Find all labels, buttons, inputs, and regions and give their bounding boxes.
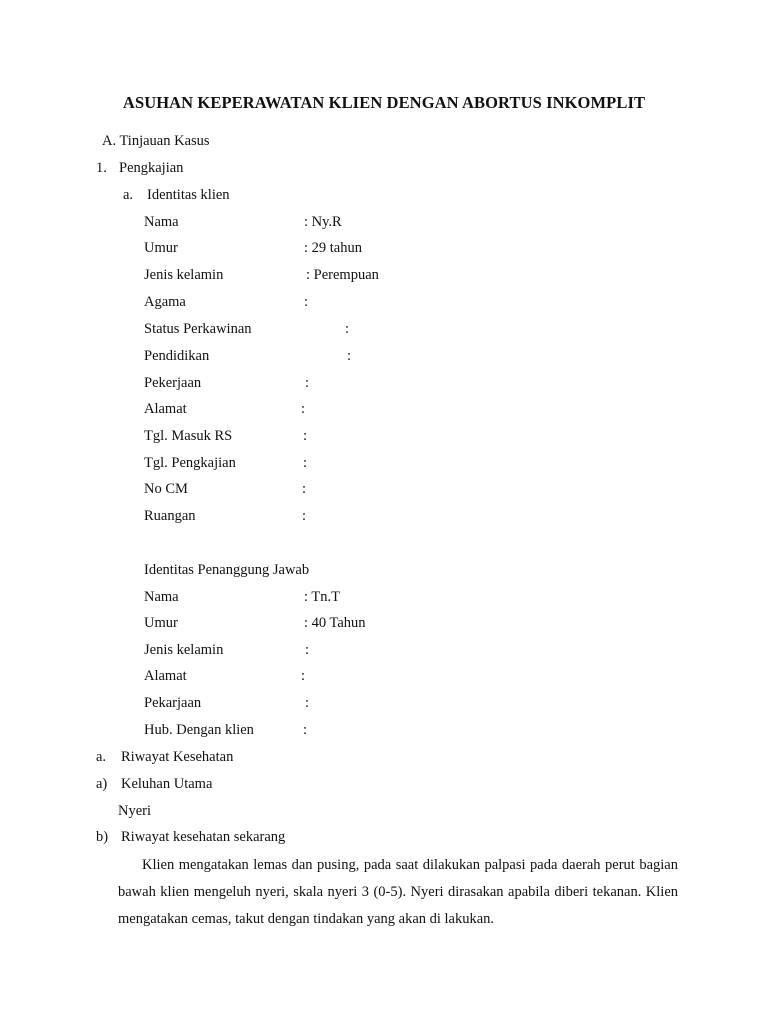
- heading-riwayat-kesehatan-sekarang: Riwayat kesehatan sekarang: [121, 829, 286, 845]
- guardian-label-nama: Nama: [144, 589, 179, 605]
- field-label-pendidikan: Pendidikan: [144, 348, 210, 364]
- field-value-pekerjaan: :: [305, 375, 310, 391]
- document-title: ASUHAN KEPERAWATAN KLIEN DENGAN ABORTUS INKOMPLIT: [122, 93, 646, 112]
- heading-identitas-klien: Identitas klien: [147, 187, 230, 203]
- field-label-ruangan: Ruangan: [144, 508, 196, 524]
- field-label-tgl-masuk-rs: Tgl. Masuk RS: [144, 428, 233, 444]
- field-value-status-perkawinan: :: [345, 321, 350, 337]
- field-label-jenis-kelamin: Jenis kelamin: [144, 267, 224, 283]
- guardian-label-alamat: Alamat: [144, 668, 187, 684]
- field-value-jenis-kelamin: : Perempuan: [306, 267, 379, 283]
- list-letter-a: a.: [123, 187, 134, 203]
- guardian-value-nama: : Tn.T: [304, 589, 340, 605]
- field-label-umur: Umur: [144, 240, 178, 256]
- guardian-label-hub-dengan-klien: Hub. Dengan klien: [144, 722, 254, 738]
- field-value-nama: : Ny.R: [304, 214, 342, 230]
- field-value-umur: : 29 tahun: [304, 240, 362, 256]
- heading-riwayat-kesehatan: Riwayat Kesehatan: [121, 749, 234, 765]
- guardian-label-umur: Umur: [144, 615, 178, 631]
- field-label-no-cm: No CM: [144, 481, 188, 497]
- list-letter-a-health: a.: [96, 749, 107, 765]
- list-marker-a-paren: a): [96, 776, 108, 792]
- field-value-alamat: :: [301, 401, 306, 417]
- section-heading-tinjauan-kasus: A. Tinjauan Kasus: [102, 133, 210, 149]
- heading-identitas-penanggung-jawab: Identitas Penanggung Jawab: [144, 562, 310, 578]
- field-value-pendidikan: :: [347, 348, 352, 364]
- field-value-agama: :: [304, 294, 309, 310]
- field-value-ruangan: :: [302, 508, 307, 524]
- guardian-label-jenis-kelamin: Jenis kelamin: [144, 642, 224, 658]
- field-label-agama: Agama: [144, 294, 186, 310]
- list-marker-b-paren: b): [96, 829, 109, 845]
- field-value-tgl-pengkajian: :: [303, 455, 308, 471]
- field-label-nama: Nama: [144, 214, 179, 230]
- guardian-label-pekarjaan: Pekarjaan: [144, 695, 202, 711]
- heading-keluhan-utama: Keluhan Utama: [121, 776, 213, 792]
- field-label-tgl-pengkajian: Tgl. Pengkajian: [144, 455, 236, 471]
- current-history-paragraph: [118, 852, 678, 933]
- list-number-1: 1.: [96, 160, 107, 176]
- field-label-pekerjaan: Pekerjaan: [144, 375, 202, 391]
- guardian-value-umur: : 40 Tahun: [304, 615, 366, 631]
- guardian-value-pekarjaan: :: [305, 695, 310, 711]
- guardian-value-jenis-kelamin: :: [305, 642, 310, 658]
- current-history-text: Klien mengatakan lemas dan pusing, pada saat dilakukan palpasi pada daerah perut bagian bawah klien mengeluh nyeri, skala nyeri 3 (0-5). Nyeri dirasakan apabila diberi tekanan. Klien mengatakan cemas, takut dengan tindakan yang akan di lakukan.: [118, 857, 678, 927]
- field-label-alamat: Alamat: [144, 401, 187, 417]
- guardian-value-alamat: :: [301, 668, 306, 684]
- field-value-tgl-masuk-rs: :: [303, 428, 308, 444]
- field-value-no-cm: :: [302, 481, 307, 497]
- guardian-value-hub-dengan-klien: :: [303, 722, 308, 738]
- complaint-value: Nyeri: [118, 803, 152, 819]
- heading-pengkajian: Pengkajian: [119, 160, 184, 176]
- field-label-status-perkawinan: Status Perkawinan: [144, 321, 252, 337]
